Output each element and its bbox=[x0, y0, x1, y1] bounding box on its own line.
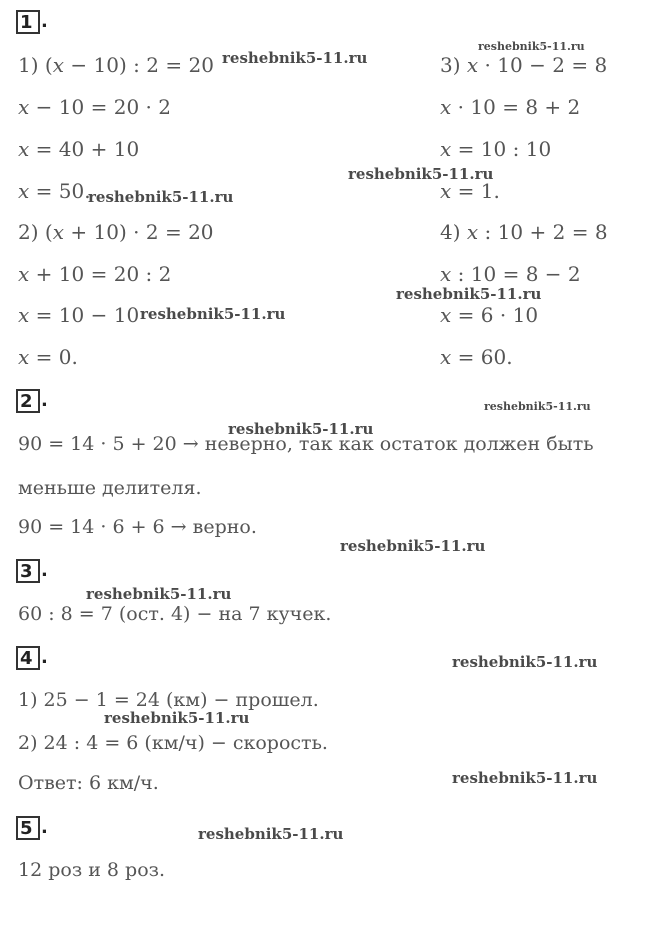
watermark: reshebnik5-11.ru bbox=[86, 585, 232, 603]
task-2-line-1: 90 = 14 · 5 + 20 → неверно, так как остаток должен быть bbox=[18, 433, 594, 455]
watermark: reshebnik5-11.ru bbox=[484, 400, 591, 413]
task-1-left-line-7: x = 10 − 10 bbox=[18, 303, 140, 327]
task-5-dot: . bbox=[41, 817, 48, 838]
task-1-left-line-3: x = 40 + 10 bbox=[18, 137, 140, 161]
task-1-left-line-1: 1) (x − 10) : 2 = 20 bbox=[18, 53, 214, 77]
task-4-number: 4 bbox=[20, 648, 33, 669]
task-2-number-box bbox=[16, 389, 40, 413]
watermark: reshebnik5-11.ru bbox=[104, 709, 250, 727]
watermark: reshebnik5-11.ru bbox=[396, 285, 542, 303]
task-1-number-box bbox=[16, 10, 40, 34]
task-5-number: 5 bbox=[20, 818, 33, 839]
task-2-line-3: 90 = 14 · 6 + 6 → верно. bbox=[18, 516, 257, 538]
task-4-dot: . bbox=[41, 647, 48, 668]
task-1-left-line-4: x = 50. bbox=[18, 179, 91, 203]
watermark: reshebnik5-11.ru bbox=[348, 165, 494, 183]
task-5-line-1: 12 роз и 8 роз. bbox=[18, 859, 166, 881]
watermark: reshebnik5-11.ru bbox=[140, 305, 286, 323]
task-1-left-line-2: x − 10 = 20 · 2 bbox=[18, 95, 171, 119]
watermark: reshebnik5-11.ru bbox=[222, 49, 368, 67]
task-1-left-line-8: x = 0. bbox=[18, 345, 78, 369]
task-1-dot: . bbox=[41, 11, 48, 32]
task-3-number-box bbox=[16, 559, 40, 583]
task-3-line-1: 60 : 8 = 7 (ост. 4) − на 7 кучек. bbox=[18, 603, 332, 625]
task-1-right-line-5: 4) x : 10 + 2 = 8 bbox=[440, 220, 608, 244]
task-1-left-line-5: 2) (x + 10) · 2 = 20 bbox=[18, 220, 214, 244]
watermark: reshebnik5-11.ru bbox=[478, 40, 585, 53]
watermark: reshebnik5-11.ru bbox=[88, 188, 234, 206]
task-1-right-line-8: x = 60. bbox=[440, 345, 513, 369]
task-4-line-3: Ответ: 6 км/ч. bbox=[18, 772, 159, 794]
task-5-number-box bbox=[16, 816, 40, 840]
task-1-right-line-7: x = 6 · 10 bbox=[440, 303, 539, 327]
task-1-number: 1 bbox=[20, 12, 33, 33]
watermark: reshebnik5-11.ru bbox=[340, 537, 486, 555]
task-2-number: 2 bbox=[20, 391, 33, 412]
task-1-left-line-6: x + 10 = 20 : 2 bbox=[18, 262, 172, 286]
task-1-right-line-4: x = 1. bbox=[440, 179, 500, 203]
task-3-number: 3 bbox=[20, 561, 33, 582]
task-1-right-line-1: 3) x · 10 − 2 = 8 bbox=[440, 53, 608, 77]
watermark: reshebnik5-11.ru bbox=[452, 653, 598, 671]
watermark: reshebnik5-11.ru bbox=[228, 420, 374, 438]
task-4-number-box bbox=[16, 646, 40, 670]
task-1-right-line-3: x = 10 : 10 bbox=[440, 137, 552, 161]
task-1-right-line-2: x · 10 = 8 + 2 bbox=[440, 95, 581, 119]
task-1-right-line-6: x : 10 = 8 − 2 bbox=[440, 262, 581, 286]
task-4-line-1: 1) 25 − 1 = 24 (км) − прошел. bbox=[18, 689, 319, 711]
watermark: reshebnik5-11.ru bbox=[452, 769, 598, 787]
task-4-line-2: 2) 24 : 4 = 6 (км/ч) − скорость. bbox=[18, 732, 328, 754]
watermark: reshebnik5-11.ru bbox=[198, 825, 344, 843]
task-2-dot: . bbox=[41, 390, 48, 411]
task-3-dot: . bbox=[41, 560, 48, 581]
task-2-line-2: меньше делителя. bbox=[18, 477, 202, 499]
